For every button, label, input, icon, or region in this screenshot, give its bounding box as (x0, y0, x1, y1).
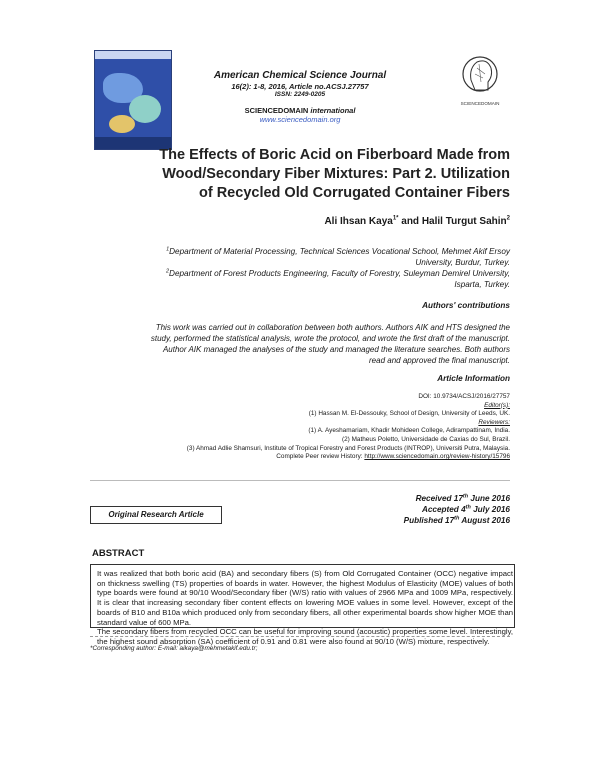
reviewer-3: (3) Ahmad Adlie Shamsuri, Institute of Tropical Forestry and Forest Products (INTROP), Universiti Putra, Malaysia. (186, 444, 510, 452)
contributions-text: This work was carried out in collaboration between both authors. Authors AIK and HTS designed the study, performed the statistical analysis, wrote the protocol, and wrote the first draft of the manuscript. Author AIK managed the analyses of the study and managed the literature searches. Both authors read and approved the final manuscript. (150, 323, 510, 365)
abstract-heading: ABSTRACT (92, 548, 145, 559)
author-list: Ali Ihsan Kaya$^{1*}$ and Halil Turgut Sahin$^2$ (324, 215, 510, 227)
reviewer-1: (1) A. Ayeshamariam, Khadir Mohideen College, Adirampattinam, India. (308, 427, 510, 435)
publisher-logo (455, 50, 505, 110)
reviewer-2: (2) Matheus Poletto, Universidade de Caxias do Sul, Brazil. (341, 435, 510, 443)
doi: DOI: 10.9734/ACSJ/2016/27757 (418, 393, 510, 400)
divider (90, 480, 510, 481)
abstract-paragraph-2: The secondary fibers from recycled OCC can be useful for improving sound (acoustic) properties some level. Interestingly, the highest sound absorption (SA) coefficient of 0.91 and 0.81 were also found at 90/10 (W/S) mixture, respectively. (97, 627, 513, 646)
editor-1: (1) Hassan M. El-Dessouky, School of Design, University of Leeds, UK. (308, 410, 510, 418)
publication-dates (330, 493, 510, 526)
editors-label: Editor(s): (484, 401, 510, 409)
publisher-url[interactable]: www.sciencedomain.org (259, 115, 341, 124)
corresponding-author-footnote: *Corresponding author: E-mail: aikaya@mehmetakif.edu.tr; (90, 645, 258, 652)
accepted-date: Accepted 4th July 2016 (421, 504, 510, 514)
contributions-heading: Authors' contributions (422, 301, 510, 310)
journal-header (200, 70, 400, 124)
journal-cover-image (94, 50, 172, 150)
article-info-heading: Article Information (437, 374, 510, 383)
affiliation-2: $^2$Department of Forest Products Engineering, Faculty of Forestry, Suleyman Demirel University, Isparta, Turkey. (165, 268, 510, 289)
review-history: Complete Peer review History: http://www.sciencedomain.org/review-history/15796 (276, 453, 510, 461)
reviewers-label: Reviewers: (478, 418, 510, 426)
footnote-divider (90, 636, 510, 637)
journal-ref: 16(2): 1-8, 2016, Article no.ACSJ.27757 (231, 82, 369, 91)
journal-issn: ISSN: 2249-0205 (274, 91, 326, 98)
abstract-paragraph-1: It was realized that both boric acid (BA) and secondary fibers (S) from Old Corrugated Container (OCC) negative impact on thickness swelling (TS) properties of boards in water. However, the highest Modulus of Elasticity (MOE) values of both type boards were found at 90/10 Wood/Secondary fiber (W/S) ratio with values of 2966 MPa and 1009 MPa, respectively. It is clear that increasing secondary fiber content effects on lowering MOE values in some level. However, except of the boards of B10 and B10a which produced only from secondary fibers, all other experimental boards show higher MOE than standard value of 600 MPa. (97, 569, 513, 627)
review-history-link[interactable]: http://www.sciencedomain.org/review-history/15796 (364, 453, 510, 461)
affiliation-1: $^1$Department of Material Processing, Technical Sciences Vocational School, Mehmet Akif Ersoy University, Burdur, Turkey. (166, 246, 510, 267)
article-type-box: Original Research Article (90, 506, 222, 524)
paper-title: The Effects of Boric Acid on Fiberboard Made from Wood/Secondary Fiber Mixtures: Part 2. Utilization of Recycled Old Corrugated Container Fibers (159, 147, 510, 201)
svg-text:SCIENCEDOMAIN: SCIENCEDOMAIN (460, 101, 500, 106)
publisher: SCIENCEDOMAIN international (244, 106, 356, 115)
abstract-box (90, 564, 515, 646)
received-date: Received 17th June 2016 (415, 493, 510, 503)
article-info (90, 393, 510, 462)
journal-name: American Chemical Science Journal (213, 70, 387, 81)
published-date: Published 17th August 2016 (403, 515, 510, 525)
